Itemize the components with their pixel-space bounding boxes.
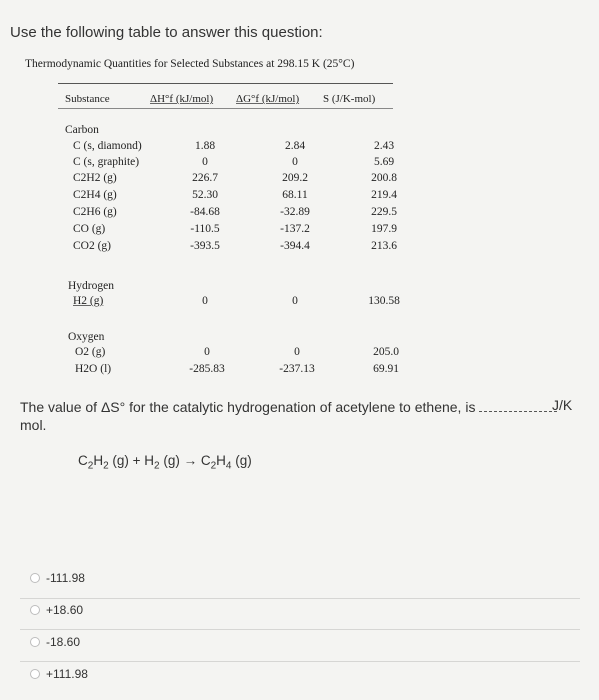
option-3[interactable]: -18.60 [30,632,80,652]
question-unit: J/K [552,397,573,413]
divider [20,629,580,630]
table-row: O2 (g) 0 0 205.0 [75,346,399,358]
table-row: C2H2 (g) 226.7 209.2 200.8 [73,172,397,184]
divider [20,661,580,662]
group-oxygen: Oxygen [68,331,105,343]
table-row: H2 (g) 0 0 130.58 [73,295,400,307]
radio-button[interactable] [30,573,40,583]
option-2[interactable]: +18.60 [30,600,83,620]
group-hydrogen: Hydrogen [68,280,114,292]
question-title: Use the following table to answer this question: [10,24,323,41]
header-s: S (J/K-mol) [323,93,376,105]
divider [20,598,580,599]
table-top-rule [58,83,393,84]
question-unit-mol: mol. [20,417,47,433]
table-caption: Thermodynamic Quantities for Selected Substances at 298.15 K (25°C) [25,58,355,70]
answer-blank [479,411,557,412]
table-row: C (s, diamond) 1.88 2.84 2.43 [73,140,395,152]
table-row: C2H4 (g) 52.30 68.11 219.4 [73,189,397,201]
radio-button[interactable] [30,637,40,647]
table-row: CO2 (g) -393.5 -394.4 213.6 [73,240,397,252]
reaction-equation: $C_2H_2$ $(g) + H_2$ $(g) \to C_2H_4$ (g) [78,453,252,472]
table-header-rule [58,108,393,109]
option-1[interactable]: -111.98 [30,568,85,588]
header-substance: Substance [65,93,110,105]
table-row: C2H6 (g) -84.68 -32.89 229.5 [73,206,397,218]
header-dg: ΔG°f (kJ/mol) [236,93,300,105]
table-row: CO (g) -110.5 -137.2 197.9 [73,223,397,235]
question-text: The value of ΔS° for the catalytic hydrogenation of acetylene to ethene, is [20,397,585,417]
table-row: C (s, graphite) 0 0 5.69 [73,156,395,168]
option-4[interactable]: +111.98 [30,664,88,684]
radio-button[interactable] [30,605,40,615]
group-carbon: Carbon [65,124,99,136]
header-dh: ΔH°f (kJ/mol) [150,93,214,105]
table-row: H2O (l) -285.83 -237.13 69.91 [75,363,399,375]
radio-button[interactable] [30,669,40,679]
